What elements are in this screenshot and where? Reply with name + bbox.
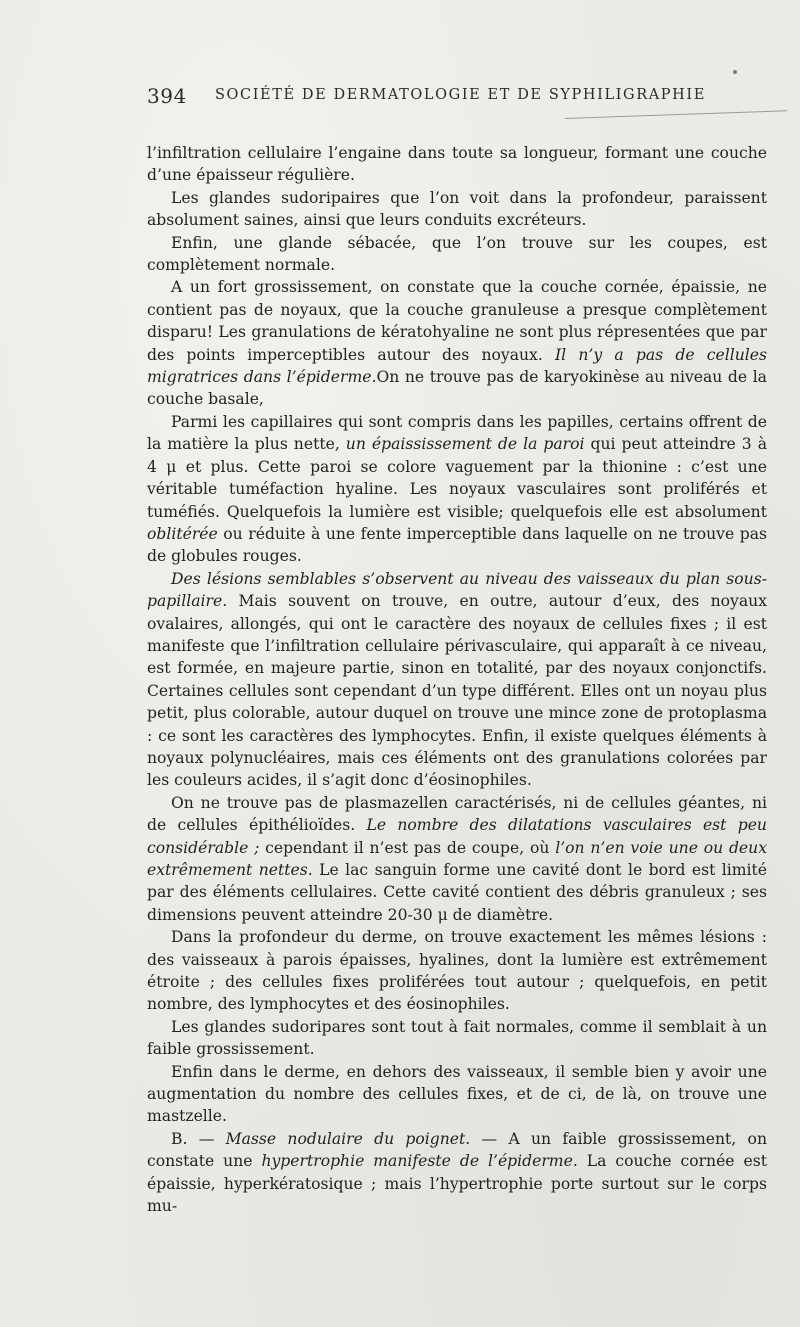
- text-run: Le lac sanguin forme une cavité dont le bord est limité par des éléments cellulaires. Cette cavité contient des débris granuleux ; ses dimensions peuvent atteindre 20-30 μ de diamètre.: [147, 861, 767, 924]
- paragraph: [147, 142, 767, 187]
- italic-run: Il n’y a pas de cellules migratrices dans l’épiderme.: [147, 345, 767, 387]
- paragraph: [147, 232, 767, 277]
- running-title: SOCIÉTÉ DE DERMATOLOGIE ET DE SYPHILIGRAPHIE: [215, 87, 706, 103]
- text-run: A un fort grossissement, on constate que la couche cornée, épaissie, ne contient pas de noyaux, que la couche granuleuse a presque complètement disparu! Les granulations de kératohyaline ne sont plus répresentées que par des points imperceptibles autour des noyaux.: [147, 278, 767, 364]
- text-run: Parmi les capillaires qui sont compris dans les papilles, certains offrent de la matière la plus nette,: [147, 412, 767, 454]
- italic-run: Des lésions semblables s’observent au niveau des vaisseaux du plan sous-papillaire.: [147, 569, 767, 611]
- header-rule: [565, 110, 787, 119]
- text-run: — A un faible grossissement, on constate une: [147, 1129, 767, 1171]
- text-run: Dans la profondeur du derme, on trouve exactement les mêmes lésions : des vaisseaux à parois épaisses, hyalines, dont la lumière est extrêmement étroite ; des cellules fixes proliférées tout autour ; quelquefois, en petit nombre, des lymphocytes et des éosinophiles.: [147, 928, 767, 1014]
- text-run: Enfin dans le derme, en dehors des vaisseaux, il semble bien y avoir une augmentation du nombre des cellules fixes, et de ci, de là, on trouve une mastzelle.: [147, 1062, 767, 1126]
- italic-run: l’on n’en voie une ou deux extrêmement nettes.: [147, 838, 767, 879]
- text-run: On ne trouve pas de karyokinèse au niveau de la couche basale,: [147, 368, 767, 409]
- paragraph: [147, 568, 767, 792]
- text-run: cependant il n’est pas de coupe, où: [259, 838, 556, 857]
- italic-run: hypertrophie manifeste de l’épiderme.: [261, 1152, 578, 1171]
- text-run: Les glandes sudoripaires que l’on voit dans la profondeur, paraissent absolument saines, ainsi que leurs conduits excréteurs.: [147, 188, 767, 230]
- paragraph: [147, 1061, 767, 1128]
- italic-run: oblitérée: [147, 524, 218, 543]
- paragraph: [147, 276, 767, 410]
- text-run: Mais souvent on trouve, en outre, autour d’eux, des noyaux ovalaires, allongés, qui ont le caractère des noyaux de cellules fixes ; il est manifeste que l’infiltration cellulaire périvasculaire, qui apparaît à ce niveau, est formée, en majeure partie, sinon en totalité, par des noyaux conjonctifs. Certaines cellules sont cependant d’un type différent. Elles ont un noyau plus petit, plus colorable, autour duquel on trouve une mince zone de protoplasma : ce sont les caractères des lymphocytes. Enfin, il existe quelques éléments à noyaux polynucléaires, mais ces éléments ont des granulations colorées par les couleurs acides, il s’agit donc d’éosinophiles.: [147, 592, 767, 790]
- paragraph: [147, 792, 767, 926]
- paragraph: [147, 187, 767, 232]
- text-run: qui peut atteindre 3 à 4 μ et plus. Cette paroi se colore vaguement par la thionine : c’est une véritable tuméfaction hyaline. Les noyaux vasculaires sont proliférés et tuméfiés. Quelquefois la lumière est visible; quelquefois elle est absolument: [147, 435, 767, 521]
- paragraph: [147, 926, 767, 1016]
- text-run: On ne trouve pas de plasmazellen caractérisés, ni de cellules géantes, ni de cellules épithélioïdes.: [147, 793, 767, 835]
- paragraph: [147, 1016, 767, 1061]
- text-run: La couche cornée est épaissie, hyperkératosique ; mais l’hypertrophie porte surtout sur le corps mu-: [147, 1152, 767, 1216]
- page-number: 394: [147, 84, 187, 108]
- italic-run: un épaississement de la paroi: [345, 435, 585, 454]
- text-run: l’infiltration cellulaire l’engaine dans toute sa longueur, formant une couche d’une épaisseur régulière.: [147, 144, 767, 185]
- text-run: Les glandes sudoripares sont tout à fait normales, comme il semblait à un faible grossissement.: [147, 1017, 767, 1059]
- text-run: B. —: [171, 1129, 226, 1148]
- italic-run: Masse nodulaire du poignet.: [225, 1129, 471, 1148]
- text-run: Enfin, une glande sébacée, que l’on trouve sur les coupes, est complètement normale.: [147, 233, 767, 275]
- paragraph: [147, 1128, 767, 1218]
- body-text: [147, 142, 767, 1218]
- text-run: ou réduite à une fente imperceptible dans laquelle on ne trouve pas de globules rouges.: [147, 524, 767, 566]
- paper-speck: [733, 70, 737, 74]
- paragraph: [147, 411, 767, 568]
- italic-run: Le nombre des dilatations vasculaires est peu considérable ;: [147, 816, 767, 857]
